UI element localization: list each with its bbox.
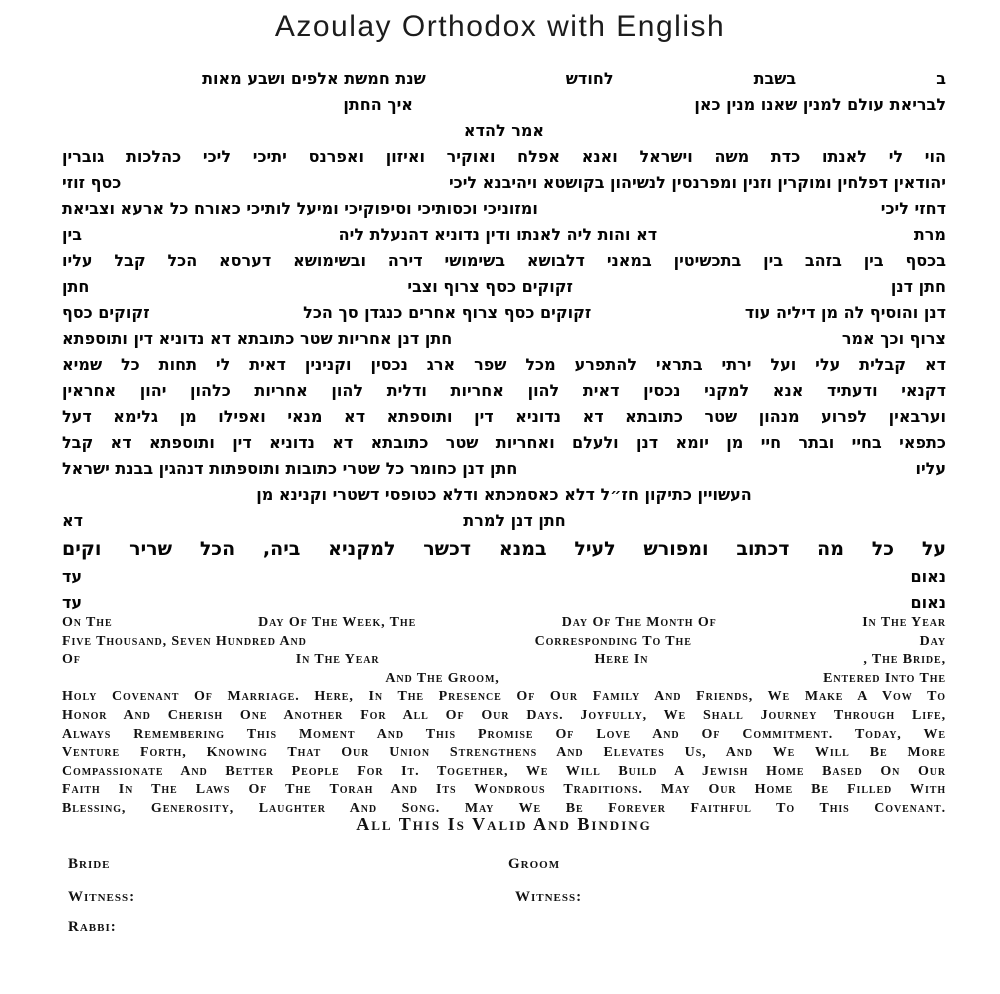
- hebrew-contract-line: [62, 92, 946, 118]
- hebrew-text-segment: דנן והוסיף לה מן דיליה עוד: [744, 303, 946, 322]
- hebrew-text-segment: ב: [936, 69, 946, 88]
- english-text-segment: In The Year: [295, 652, 380, 668]
- english-contract-line: Blessing, Generosity, Laughter And Song. May We Be Forever Faithful To This Covenant.: [62, 800, 946, 816]
- hebrew-text-segment: חתן דנן כחומר כל שטרי כתובות ותוספתות דנהגין בבנת ישראל: [62, 459, 518, 478]
- english-contract-line: [62, 614, 946, 633]
- english-text-segment: , The Bride,: [863, 652, 946, 668]
- rabbi-signature-label: Rabbi:: [68, 919, 117, 935]
- hebrew-contract-line: [62, 170, 946, 196]
- english-contract-line: Holy Covenant Of Marriage. Here, In The Presence Of Our Family And Friends, We Make A Vow To: [62, 689, 946, 705]
- hebrew-text-segment: דא והות ליה לאנתו ודין נדוניא דהנעלת ליה: [338, 225, 658, 244]
- english-contract-line: Always Remembering This Moment And This Promise Of Love And Of Commitment. Today, We: [62, 726, 946, 742]
- hebrew-contract-line: [62, 222, 946, 248]
- hebrew-text-segment: נאום: [910, 593, 946, 612]
- english-text-segment: Corresponding To The: [534, 633, 692, 649]
- hebrew-text-segment: כסף זוזי: [62, 173, 122, 192]
- hebrew-contract-line: העשויין כתיקון חז״ל דלא כאסמכתא ודלא כטופסי דשטרי וקנינא מן: [256, 485, 752, 504]
- hebrew-contract-line: דקנאי ודעתיד אנא למקני נכסין דאית להון אחריות ודלית להון אחריות כלהון יהון אחראין: [62, 381, 946, 400]
- hebrew-text-segment: מרת: [913, 225, 946, 244]
- hebrew-text-segment: עד: [62, 593, 83, 612]
- hebrew-text-segment: שנת חמשת אלפים ושבע מאות: [202, 69, 426, 88]
- hebrew-contract-line: בכסף בין בזהב בין בתכשיטין במאני דלבושא בשימושי דירה ובשימושא דערסא הכל קבל עליו: [62, 251, 946, 270]
- hebrew-text-segment: איך החתן: [343, 95, 413, 114]
- english-contract-text: [62, 614, 946, 819]
- hebrew-text-segment: צרוף וכך אמר: [841, 329, 946, 348]
- hebrew-text-segment: בשבת: [753, 69, 797, 88]
- hebrew-text-segment: זקוקים כסף צרוף וצבי: [407, 277, 573, 296]
- hebrew-contract-line: [62, 196, 946, 222]
- hebrew-text-segment: לבריאת עולם למנין שאנו מנין כאן: [694, 95, 946, 114]
- hebrew-contract-line: [62, 66, 946, 92]
- hebrew-text-segment: עליו: [915, 459, 946, 478]
- english-text-segment: Day: [919, 633, 946, 649]
- english-contract-line: Honor And Cherish One Another For All Of Our Days. Joyfully, We Shall Journey Through Life,: [62, 707, 946, 723]
- english-text-segment: Day Of The Week, The: [258, 615, 417, 630]
- english-text-segment: And The Groom,: [385, 670, 500, 686]
- hebrew-contract-line: וערבאין לפרוע מנהון שטר כתובתא דא נדוניא דין ותוספתא דא מנאי ואפילו מן גלימא דעל: [62, 407, 946, 426]
- witness-left-signature-label: Witness:: [68, 889, 136, 905]
- hebrew-text-segment: יהודאין דפלחין ומוקרין וזנין ומפרנסין לנשיהון בקושטא ויהיבנא ליכי: [448, 173, 946, 192]
- hebrew-text-segment: חתן דנן למרת: [463, 511, 566, 530]
- hebrew-contract-line: [62, 326, 946, 352]
- english-text-segment: Five Thousand, Seven Hundred And: [62, 633, 307, 649]
- hebrew-contract-line: דא קבלית עלי ועל ירתי בתראי להתפרע מכל שפר ארג נכסין וקנינין דאית לי תחות כל שמיא: [62, 355, 946, 374]
- hebrew-contract-line: כתפאי בחיי ובתר חיי מן יומא דנן ולעלם ואחריות שטר כתובתא דא נדוניא דין ותוספתא דא קבל: [62, 433, 946, 452]
- hebrew-text-segment: חתן: [62, 277, 90, 296]
- english-contract-line: Compassionate And Better People For It. Together, We Will Build A Jewish Home Based On Our: [62, 763, 946, 779]
- hebrew-text-segment: זקוקים כסף: [61, 303, 150, 322]
- hebrew-contract-text: [62, 66, 946, 616]
- document-title: Azoulay Orthodox with English: [274, 10, 726, 43]
- hebrew-text-segment: בין: [61, 225, 82, 244]
- english-contract-line: [62, 651, 946, 670]
- bride-signature-label: Bride: [68, 856, 111, 872]
- english-contract-line: Venture Forth, Knowing That Our Union Strengthens And Elevates Us, And We Will Be More: [62, 745, 946, 761]
- english-text-segment: On The: [62, 615, 113, 630]
- hebrew-text-segment: זקוקים כסף צרוף אחרים כנגדן סך הכל: [303, 303, 592, 322]
- english-text-segment: Of: [62, 652, 81, 668]
- hebrew-contract-line: [62, 508, 946, 534]
- hebrew-text-segment: חתן דנן אחריות שטר כתובתא דא נדוניא דין ותוספתא: [62, 329, 453, 348]
- english-text-segment: Entered Into The: [823, 670, 946, 686]
- english-contract-line: Faith In The Laws Of The Torah And Its Wondrous Traditions. May Our Home Be Filled With: [62, 782, 946, 798]
- english-text-segment: Here In: [594, 652, 649, 668]
- validity-statement: All This Is Valid And Binding: [356, 814, 652, 834]
- hebrew-contract-line: אמר להדא: [463, 121, 545, 140]
- hebrew-contract-line: [62, 590, 946, 616]
- witness-right-signature-label: Witness:: [515, 889, 583, 905]
- hebrew-text-segment: ומזוניכי וכסותיכי וסיפוקיכי ומיעל לותיכי כאורח כל ארעא וצביאת: [62, 199, 538, 218]
- hebrew-contract-line: על כל מה דכתוב ומפורש לעיל במנא דכשר למקניא ביה, הכל שריר וקים: [62, 538, 946, 560]
- hebrew-text-segment: נאום: [910, 567, 946, 586]
- hebrew-text-segment: לחודש: [565, 69, 614, 88]
- hebrew-text-segment: דחזי ליכי: [880, 199, 946, 218]
- hebrew-contract-line: [62, 564, 946, 590]
- hebrew-contract-line: [62, 300, 946, 326]
- groom-signature-label: Groom: [508, 856, 561, 872]
- english-contract-line: [62, 633, 946, 652]
- english-text-segment: Day Of The Month Of: [561, 615, 717, 630]
- hebrew-text-segment: עד: [62, 567, 83, 586]
- hebrew-contract-line: [62, 274, 946, 300]
- hebrew-text-segment: דא: [62, 511, 84, 530]
- hebrew-text-segment: חתן דנן: [890, 277, 946, 296]
- english-contract-line: [62, 670, 946, 689]
- hebrew-contract-line: הוי לי לאנתו כדת משה וישראל ואנא אפלח ואוקיר ואיזון ואפרנס יתיכי ליכי כהלכות גוברין: [62, 147, 946, 166]
- english-text-segment: In The Year: [862, 615, 947, 630]
- hebrew-contract-line: [62, 456, 946, 482]
